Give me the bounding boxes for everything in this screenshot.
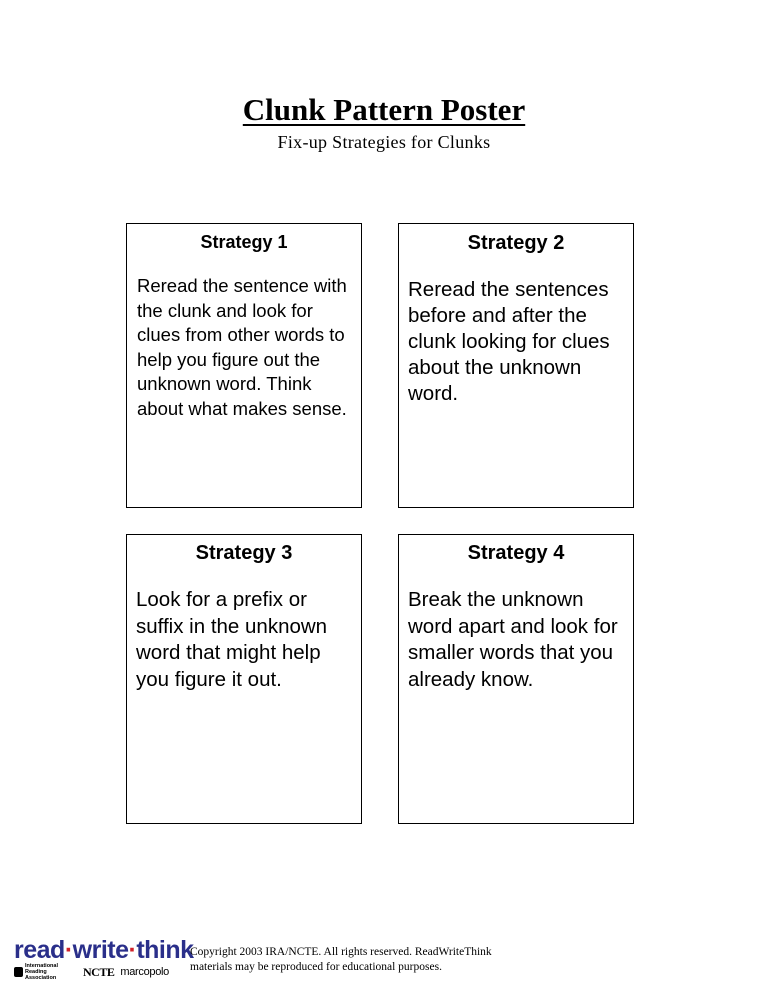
strategy-card-2 <box>398 223 634 508</box>
page-title: Clunk Pattern Poster <box>242 92 526 127</box>
ira-icon <box>14 967 23 977</box>
ira-logo <box>14 963 77 981</box>
strategy-card-title: Strategy 2 <box>467 232 565 254</box>
strategy-card-1 <box>126 223 362 508</box>
copyright-line-2: materials may be reproduced for educational purposes. <box>190 961 442 973</box>
logo-wordmark <box>14 936 194 964</box>
page-subtitle: Fix-up Strategies for Clunks <box>277 132 491 152</box>
strategy-card-title: Strategy 3 <box>195 542 293 564</box>
strategy-card-4 <box>398 534 634 824</box>
logo-word-write: write <box>72 936 129 964</box>
logo-word-read: read <box>14 936 65 964</box>
partner-logos <box>14 965 182 979</box>
copyright-notice <box>190 945 530 975</box>
ira-label: International Reading Association <box>25 963 59 981</box>
page-header <box>0 92 768 153</box>
marcopolo-logo: marcopolo <box>120 966 170 978</box>
logo-dot: · <box>64 936 73 964</box>
strategy-card-3 <box>126 534 362 824</box>
strategy-card-body: Reread the sentence with the clunk and look for clues from other words to help you figure out the unknown word. Think about what makes sense. <box>137 275 347 419</box>
ncte-logo: NCTE <box>83 964 115 979</box>
strategy-card-body: Look for a prefix or suffix in the unknown word that might help you figure it out. <box>136 588 328 691</box>
logo-dot: · <box>128 936 137 964</box>
strategy-card-title: Strategy 1 <box>200 232 288 252</box>
strategy-card-title: Strategy 4 <box>467 542 565 564</box>
readwritethink-logo <box>14 936 194 981</box>
strategy-card-body: Break the unknown word apart and look for smaller words that you already know. <box>408 588 618 691</box>
logo-word-think: think <box>136 936 194 964</box>
strategy-card-body: Reread the sentences before and after the clunk looking for clues about the unknown word. <box>408 278 610 405</box>
copyright-line-1: Copyright 2003 IRA/NCTE. All rights reserved. ReadWriteThink <box>190 946 492 958</box>
